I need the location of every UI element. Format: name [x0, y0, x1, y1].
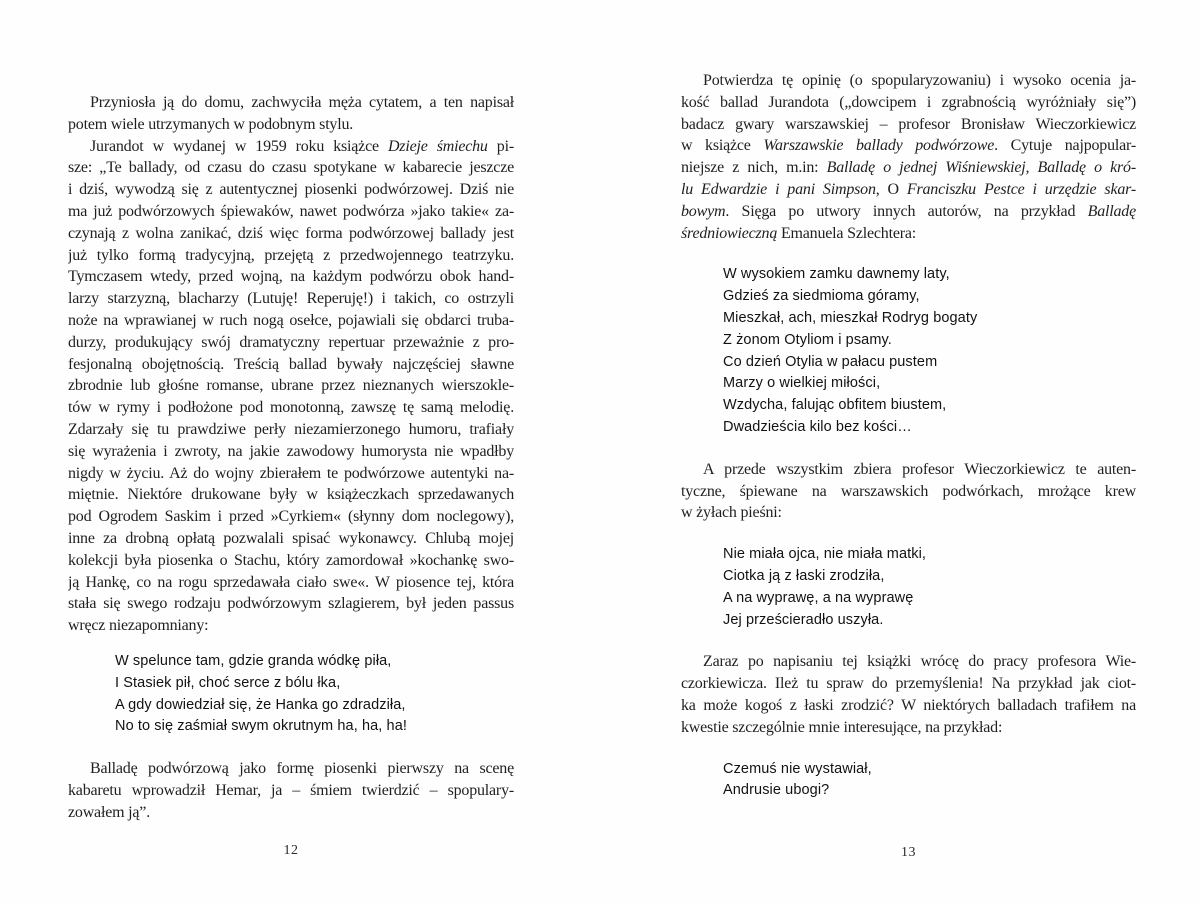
- text-line: pod Ogrodem Saskim i przed »Cyrkiem« (słynny dom noclegowy),: [68, 508, 514, 526]
- text-line: Przyniosła ją do domu, zachwyciła męża cytatem, a ten napisał: [90, 94, 514, 111]
- text-line: kabaretu wprowadził Hemar, ja – śmiem twierdzić – spopulary-: [68, 781, 514, 799]
- text-line: A przede wszystkim zbiera profesor Wieczorkiewicz te auten-: [703, 460, 1136, 478]
- text-line: i dziś, wywodzą się z autentycznej piosenki podwórzowej. Dziś nie: [68, 181, 514, 199]
- text-line: bowym. Sięga po utwory innych autorów, na przykład Balladę: [681, 202, 1136, 220]
- book-page-left: [68, 92, 514, 852]
- verse-line: No to się zaśmiał swym okrutnym ha, ha, ha!: [115, 718, 407, 735]
- verse-line: Marzy o wielkiej miłości,: [723, 375, 881, 392]
- text-line: tyczne, śpiewane na warszawskich podwórkach, mrożące krew: [681, 482, 1136, 500]
- verse-line: Andrusie ubogi?: [723, 782, 830, 799]
- text-line: kwestie szczególnie mnie interesujące, na przykład:: [681, 718, 1003, 736]
- text-line: kość ballad Jurandota („dowcipem i zgrabnością wyróżniały się”): [681, 93, 1136, 111]
- verse-line: Z żonom Otyliom i psamy.: [723, 331, 892, 348]
- text-line: zowałem ją”.: [68, 803, 150, 821]
- text-line: Zaraz po napisaniu tej książki wrócę do pracy profesora Wie-: [703, 653, 1136, 671]
- paragraph: [68, 92, 514, 136]
- text-line: ka może kogoś z łaski zrodzić? W niektórych balladach trafiłem na: [681, 696, 1136, 714]
- text-line: badacz gwary warszawskiej – profesor Bronisław Wieczorkiewicz: [681, 115, 1136, 133]
- text-line: średniowieczną Emanuela Szlechtera:: [681, 224, 916, 242]
- verse-line: A gdy dowiedział się, że Hanka go zdradziła,: [115, 696, 406, 713]
- text-line: inne za drobną opłatą pozwalali spisać wykonawcy. Chlubą mojej: [68, 529, 514, 547]
- verse-line: Czemuś nie wystawiał,: [723, 760, 872, 777]
- verse-line: Mieszkał, ach, mieszkał Rodryg bogaty: [723, 309, 978, 326]
- page-number-right: 13: [901, 845, 916, 860]
- text-line: miętnie. Niektóre drukowane były w książeczkach sprzedawanych: [68, 486, 514, 504]
- text-line: nigdy w życiu. Aż do wojny zbierałem te podwórzowe autentyki na-: [68, 464, 514, 482]
- text-line: wręcz niezapomniany:: [68, 617, 209, 635]
- text-line: czynają z wolna zanikać, dziś więc forma podwórzowej ballady jest: [68, 224, 514, 242]
- text-line: się wyrażenia i zwroty, na jakie zawodowy humorysta nie wpadłby: [68, 442, 514, 460]
- verse-line: Wzdycha, falując obfitem biustem,: [723, 397, 947, 414]
- verse-line: Dwadzieścia kilo bez kości…: [723, 418, 912, 435]
- verse-block: [723, 759, 1136, 803]
- text-line: Potwierdza tę opinię (o spopularyzowaniu) i wysoko ocenia ja-: [703, 72, 1136, 89]
- text-line: w żyłach pieśni:: [681, 504, 782, 522]
- text-line: niejsze z nich, m.in: Balladę o jednej Wiśniewskiej, Balladę o kró-: [681, 159, 1136, 177]
- page-number-left: 12: [283, 843, 299, 858]
- verse-line: Jej prześcieradło uszyła.: [723, 611, 884, 628]
- text-line: ją Hankę, co na rogu sprzedawała ciało swe«. W piosence tej, która: [68, 573, 514, 591]
- text-line: Zdarzały się tu prawdziwe perły niezamierzonego humoru, trafiały: [68, 420, 514, 438]
- text-line: sze: „Te ballady, od czasu do czasu spotykane w kabarecie jeszcze: [68, 159, 514, 177]
- text-line: lu Edwardzie i pani Simpson, O Franciszku Pestce i urzędzie skar-: [681, 180, 1136, 198]
- text-line: już tylko formą tradycyjną, przejętą z przedwojennego teatrzyku.: [68, 246, 514, 264]
- text-line: Balladę podwórzową jako formę piosenki pierwszy na scenę: [90, 760, 514, 778]
- verse-line: W wysokiem zamku dawnemy laty,: [723, 266, 950, 283]
- paragraph: [681, 459, 1136, 524]
- verse-line: Gdzieś za siedmioma góramy,: [723, 288, 920, 305]
- text-line: noże na wprawianej w ruch nogą osełce, pojawiali się obdarci truba-: [68, 311, 514, 329]
- verse-line: I Stasiek pił, choć serce z bólu łka,: [115, 674, 341, 691]
- book-page-right: [681, 70, 1136, 850]
- verse-block: [723, 544, 1136, 631]
- text-line: ma już podwórzowych śpiewaków, nawet podwórza »jako takie« za-: [68, 202, 514, 220]
- verse-block: [723, 264, 1136, 438]
- verse-block: [115, 651, 514, 738]
- verse-line: A na wyprawę, a na wyprawę: [723, 589, 914, 606]
- text-line: w książce Warszawskie ballady podwórzowe. Cytuje najpopular-: [681, 137, 1136, 155]
- text-line: kolekcji była piosenka o Stachu, który zamordował »kochankę swo-: [68, 551, 514, 569]
- text-line: tów w rymy i podłożone pod monotonną, zawszę tę samą melodię.: [68, 399, 514, 417]
- verse-line: Co dzień Otylia w pałacu pustem: [723, 353, 938, 370]
- text-line: Jurandot w wydanej w 1959 roku książce Dzieje śmiechu pi-: [90, 137, 514, 155]
- verse-line: Ciotka ją z łaski zrodziła,: [723, 567, 885, 584]
- verse-line: W spelunce tam, gdzie granda wódkę piła,: [115, 652, 392, 669]
- verse-line: Nie miała ojca, nie miała matki,: [723, 546, 927, 563]
- text-line: zbrodnie lub głośne romanse, ubrane przez nieznanych wierszokle-: [68, 377, 514, 395]
- text-line: stała się swego rodzaju podwórzowym szlagierem, był jeden passus: [68, 595, 514, 613]
- text-line: durzy, produkujący swój dramatyczny repertuar przeważnie z pro-: [68, 333, 514, 351]
- paragraph: [681, 651, 1136, 738]
- text-line: czorkiewicza. Ileż tu spraw do przemyślenia! Na przykład jak ciot-: [681, 675, 1136, 693]
- text-line: larzy starzyzną, blacharzy (Lutuję! Reperuję!) i takich, co ostrzyli: [68, 290, 514, 308]
- paragraph: [681, 70, 1136, 244]
- text-line: Tymczasem wtedy, przed wojną, na każdym podwórzu obok hand-: [68, 268, 514, 286]
- paragraph: [68, 136, 514, 637]
- text-line: fesjonalną obojętnością. Treścią ballad bywały najczęściej sławne: [68, 355, 514, 373]
- paragraph: [68, 758, 514, 823]
- text-line: potem wiele utrzymanych w podobnym stylu.: [68, 115, 354, 133]
